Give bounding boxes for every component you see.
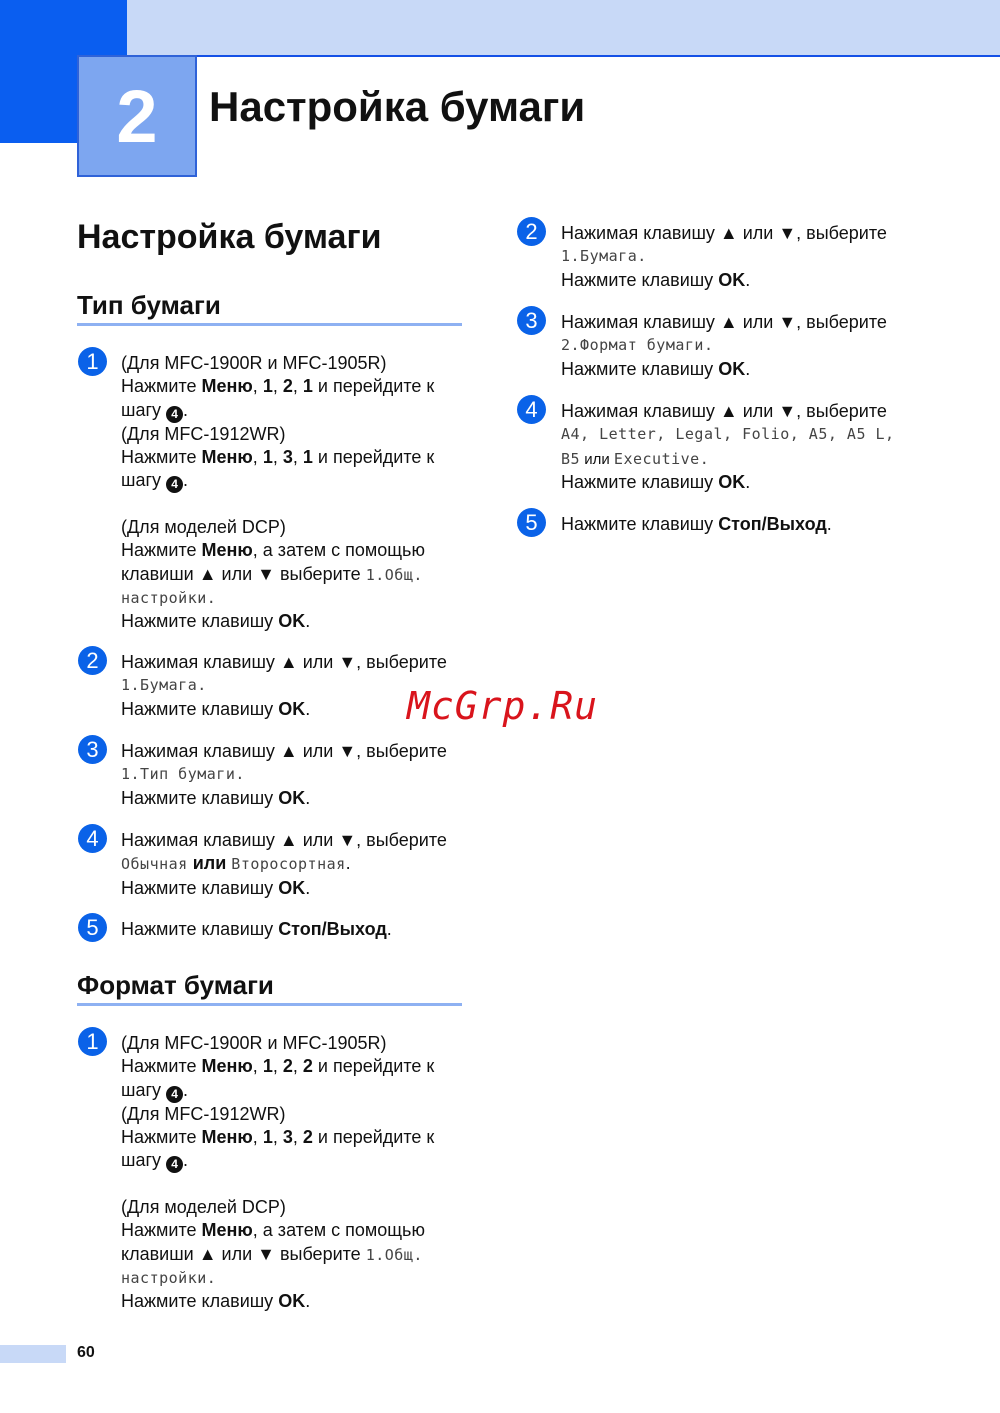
step-text: Нажимая клавишу ▲ или ▼, выберите 1.Бумага. Нажмите клавишу OK.	[121, 652, 447, 719]
heading-rule	[77, 323, 462, 326]
step-ref-icon: 4	[166, 476, 183, 493]
footer-bar	[0, 1345, 66, 1363]
step-text: Нажимая клавишу ▲ или ▼, выберите A4, Letter, Legal, Folio, A5, A5 L, B5 или Executive. Нажмите клавишу OK.	[561, 401, 895, 492]
header-band	[127, 0, 1000, 57]
heading-rule	[77, 1003, 462, 1006]
step-number: 1	[78, 347, 107, 376]
step-number: 1	[78, 1027, 107, 1056]
step-number: 3	[78, 735, 107, 764]
step-text: Нажимая клавишу ▲ или ▼, выберите Обычная или Второсортная. Нажмите клавишу OK.	[121, 830, 447, 898]
step-number: 3	[517, 306, 546, 335]
step-number: 2	[78, 646, 107, 675]
paper-type-heading: Тип бумаги	[77, 290, 221, 320]
step-number: 5	[517, 508, 546, 537]
watermark: McGrp.Ru	[407, 684, 599, 728]
step-text: Нажмите клавишу Стоп/Выход.	[121, 919, 392, 939]
chapter-number: 2	[77, 55, 197, 177]
paper-size-heading: Формат бумаги	[77, 970, 274, 1000]
step-text: Нажмите клавишу Стоп/Выход.	[561, 514, 832, 534]
chapter-title: Настройка бумаги	[209, 83, 586, 130]
step-text: (Для MFC-1900R и MFC-1905R) Нажмите Меню, 1, 2, 2 и перейдите к шагу 4 . (Для MFC-1912WR) Нажмите Меню, 1, 3, 2 и перейдите к шагу 4 . (Для моделей DCP) Нажмите Меню, а затем с помощью клавиши ▲ или ▼ выберите 1.Общ. настройки. Нажмите клавишу OK.	[121, 1033, 435, 1312]
step-text: Нажимая клавишу ▲ или ▼, выберите 2.Формат бумаги. Нажмите клавишу OK.	[561, 312, 887, 379]
step-number: 5	[78, 913, 107, 942]
step-text: Нажимая клавишу ▲ или ▼, выберите 1.Тип бумаги. Нажмите клавишу OK.	[121, 741, 447, 808]
step-number: 4	[78, 824, 107, 853]
step-number: 4	[517, 395, 546, 424]
step-ref-icon: 4	[166, 406, 183, 423]
step-number: 2	[517, 217, 546, 246]
section-title: Настройка бумаги	[77, 218, 382, 256]
step-text: (Для MFC-1900R и MFC-1905R) Нажмите Меню, 1, 2, 1 и перейдите к шагу 4 . (Для MFC-1912WR) Нажмите Меню, 1, 3, 1 и перейдите к шагу 4 . (Для моделей DCP) Нажмите Меню, а затем с помощью клавиши ▲ или ▼ выберите 1.Общ. настройки. Нажмите клавишу OK.	[121, 353, 435, 632]
step-ref-icon: 4	[166, 1086, 183, 1103]
step-ref-icon: 4	[166, 1156, 183, 1173]
page-number: 60	[77, 1344, 95, 1361]
step-text: Нажимая клавишу ▲ или ▼, выберите 1.Бумага. Нажмите клавишу OK.	[561, 223, 887, 290]
